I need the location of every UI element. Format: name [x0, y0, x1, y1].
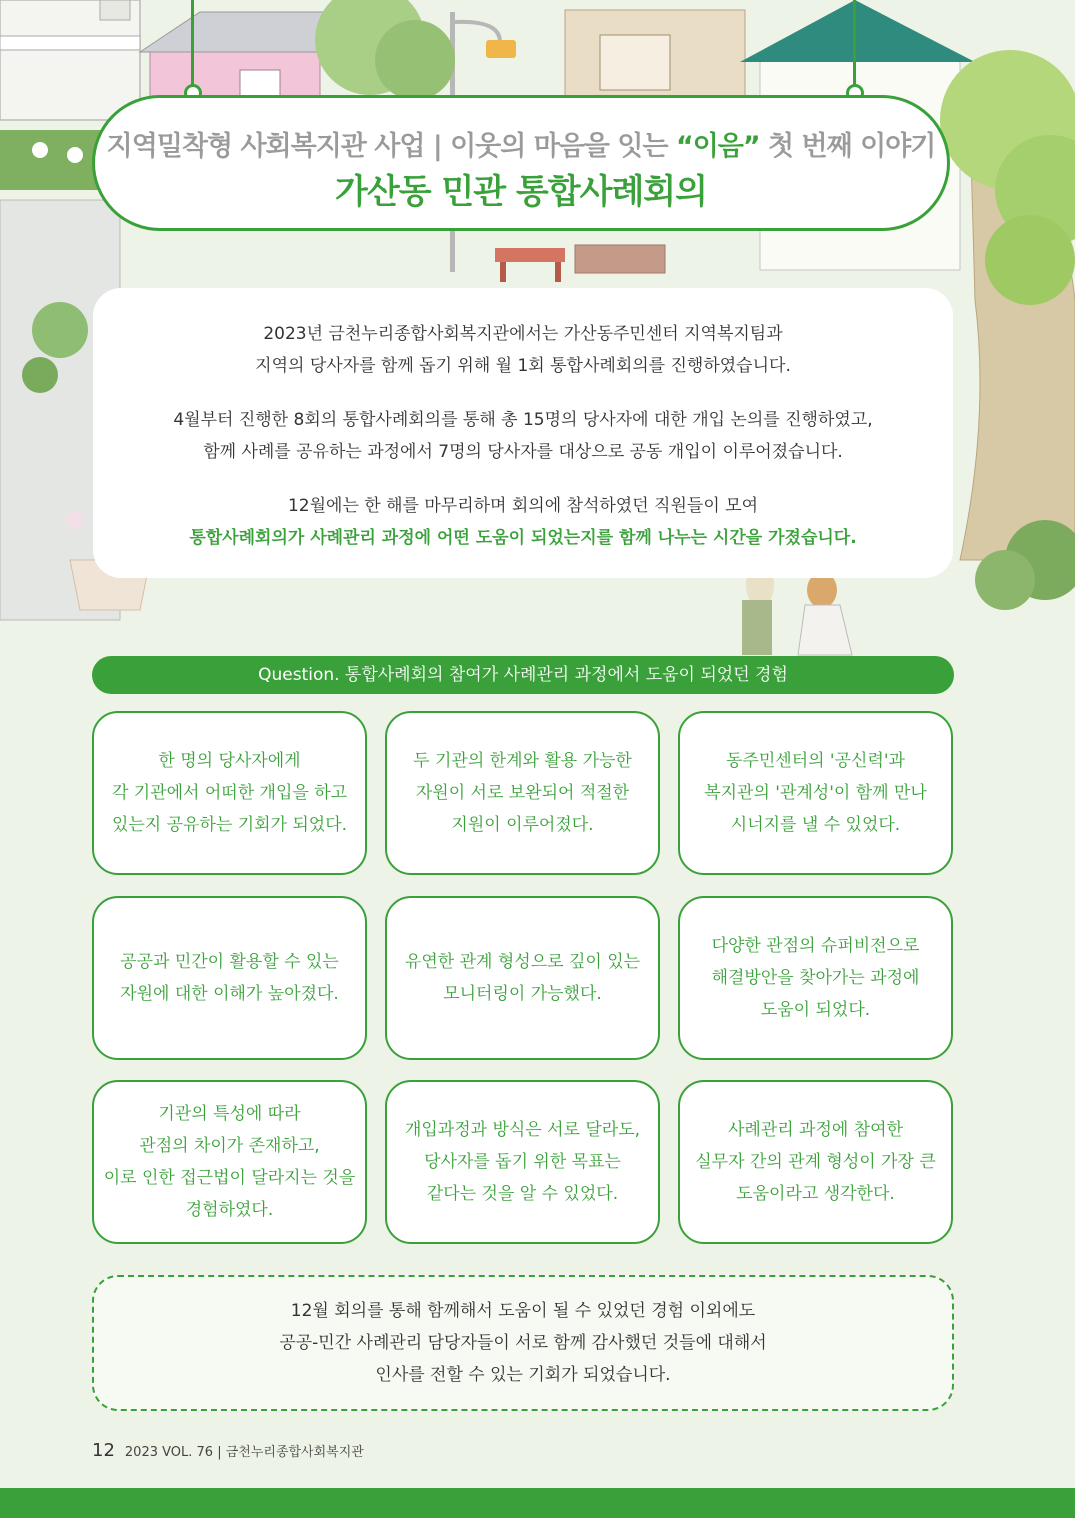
answer-card	[92, 1080, 367, 1244]
hook-line-left	[191, 0, 194, 88]
card-line: 모니터링이 가능했다.	[443, 984, 602, 1004]
card-line: 시너지를 낼 수 있었다.	[730, 815, 901, 835]
card-line: 도움이 되었다.	[760, 1000, 871, 1020]
intro-highlight-line: 통합사례회의가 사례관리 과정에 어떤 도움이 되었는지를 함께 나누는 시간을 가졌습니다.	[189, 528, 857, 548]
card-line: 기관의 특성에 따라	[158, 1104, 301, 1124]
publication-info: 2023 VOL. 76 | 금천누리종합사회복지관	[124, 1445, 364, 1460]
page-number: 12	[92, 1440, 115, 1461]
intro-paragraph-1	[93, 318, 953, 382]
card-line: 한 명의 당사자에게	[158, 751, 301, 771]
card-line: 개입과정과 방식은 서로 달라도,	[404, 1120, 641, 1140]
subtitle-quote: “이음”	[675, 131, 760, 162]
intro-line: 2023년 금천누리종합사회복지관에서는 가산동주민센터 지역복지팀과	[263, 324, 783, 344]
card-line: 같다는 것을 알 수 있었다.	[426, 1184, 619, 1204]
card-line: 지원이 이루어졌다.	[451, 815, 594, 835]
intro-paragraph-2	[93, 404, 953, 468]
card-line: 동주민센터의 '공신력'과	[726, 751, 905, 771]
intro-line: 함께 사례를 공유하는 과정에서 7명의 당사자를 대상으로 공동 개입이 이루어졌습니다.	[203, 442, 843, 462]
card-line: 복지관의 '관계성'이 함께 만나	[704, 783, 927, 803]
closing-note	[92, 1275, 954, 1411]
card-line: 자원이 서로 보완되어 적절한	[415, 783, 630, 803]
subtitle-text: 지역밀착형 사회복지관 사업 | 이웃의 마음을 잇는	[106, 131, 676, 162]
card-line: 있는지 공유하는 기회가 되었다.	[111, 815, 348, 835]
card-line: 자원에 대한 이해가 높아졌다.	[120, 984, 339, 1004]
page-footer	[92, 1440, 364, 1461]
answer-card	[92, 896, 367, 1060]
card-line: 관점의 차이가 존재하고,	[139, 1136, 320, 1156]
intro-panel	[93, 288, 953, 578]
intro-line: 4월부터 진행한 8회의 통합사례회의를 통해 총 15명의 당사자에 대한 개입 논의를 진행하였고,	[173, 410, 873, 430]
closing-line: 공공-민간 사례관리 담당자들이 서로 함께 감사했던 것들에 대해서	[279, 1333, 767, 1353]
card-line: 해결방안을 찾아가는 과정에	[711, 968, 920, 988]
title-banner	[92, 95, 950, 231]
answer-card	[678, 896, 953, 1060]
subtitle-text-end: 첫 번째 이야기	[759, 131, 936, 162]
answer-card	[678, 1080, 953, 1244]
banner-subtitle	[95, 124, 947, 163]
answer-card	[385, 896, 660, 1060]
answer-card	[385, 1080, 660, 1244]
closing-line: 12월 회의를 통해 함께해서 도움이 될 수 있었던 경험 이외에도	[290, 1301, 756, 1321]
card-line: 도움이라고 생각한다.	[736, 1184, 895, 1204]
card-line: 공공과 민간이 활용할 수 있는	[120, 952, 339, 972]
answer-card	[385, 711, 660, 875]
intro-line: 12월에는 한 해를 마무리하며 회의에 참석하였던 직원들이 모여	[287, 496, 758, 516]
intro-paragraph-3	[93, 490, 953, 554]
card-line: 다양한 관점의 슈퍼비전으로	[711, 936, 920, 956]
card-line: 유연한 관계 형성으로 깊이 있는	[404, 952, 641, 972]
question-bar: Question. 통합사례회의 참여가 사례관리 과정에서 도움이 되었던 경험	[92, 656, 954, 694]
page-title: 가산동 민관 통합사례회의	[335, 172, 707, 212]
answer-card	[678, 711, 953, 875]
closing-line: 인사를 전할 수 있는 기회가 되었습니다.	[375, 1365, 671, 1385]
card-line: 사례관리 과정에 참여한	[727, 1120, 903, 1140]
card-line: 당사자를 돕기 위한 목표는	[424, 1152, 621, 1172]
answer-card	[92, 711, 367, 875]
card-line: 실무자 간의 관계 형성이 가장 큰	[695, 1152, 936, 1172]
card-line: 두 기관의 한계와 활용 가능한	[413, 751, 632, 771]
hook-line-right	[853, 0, 856, 88]
bottom-accent-bar	[0, 1488, 1075, 1518]
card-line: 각 기관에서 어떠한 개입을 하고	[111, 783, 348, 803]
card-line: 이로 인한 접근법이 달라지는 것을	[103, 1168, 356, 1188]
intro-line: 지역의 당사자를 함께 돕기 위해 월 1회 통합사례회의를 진행하였습니다.	[255, 356, 791, 376]
card-line: 경험하였다.	[185, 1200, 274, 1220]
